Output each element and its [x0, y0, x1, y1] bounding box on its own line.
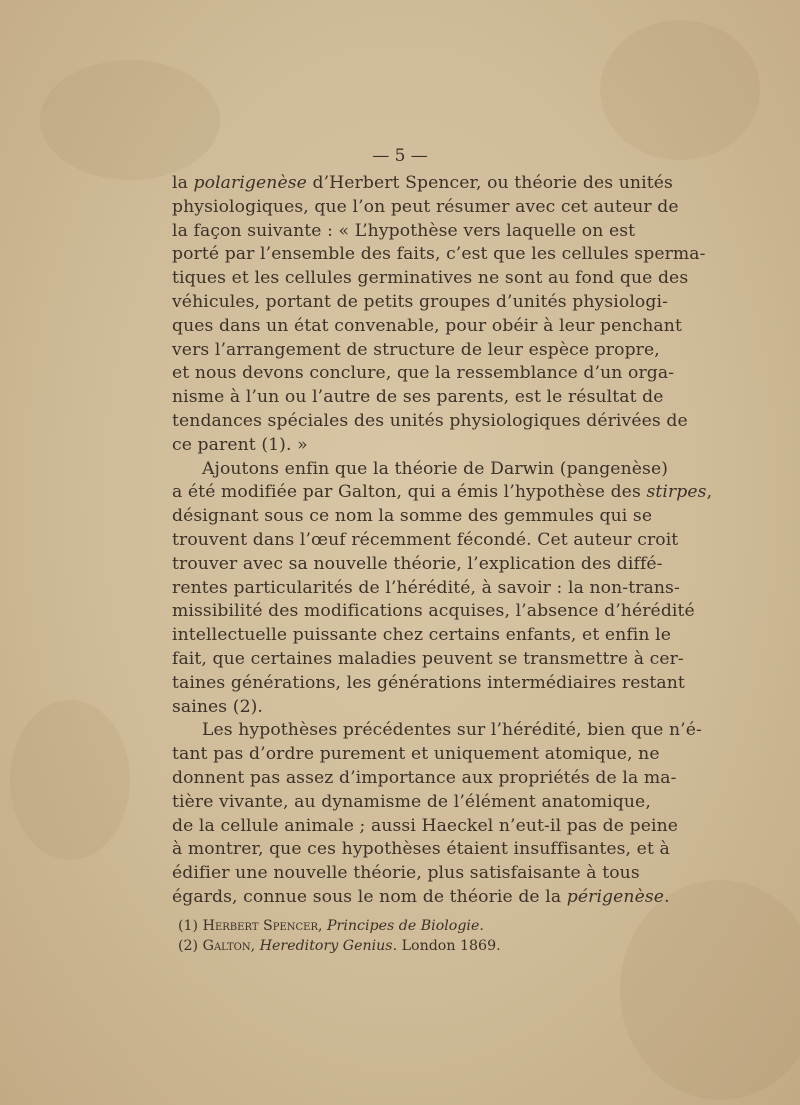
text-line: Ajoutons enfin que la théorie de Darwin (pangenèse) [202, 458, 669, 479]
text-line: édifier une nouvelle théorie, plus satisfaisante à tous [172, 863, 640, 884]
text-line: de la cellule animale ; aussi Haeckel n’eut-il pas de peine [172, 815, 679, 836]
text-line: la façon suivante : « L’hypothèse vers laquelle on est [172, 220, 636, 241]
paper-stain [10, 700, 130, 860]
text-line: ques dans un état convenable, pour obéir à leur penchant [172, 315, 682, 336]
text-line: nisme à l’un ou l’autre de ses parents, est le résultat de [172, 387, 664, 408]
text-line: et nous devons conclure, que la ressemblance d’un orga- [172, 363, 675, 384]
text-line: trouvent dans l’œuf récemment fécondé. Cet auteur croit [172, 529, 679, 550]
text-line: égards, connue sous le nom de théorie de la périgenèse. [172, 886, 670, 907]
paper-stain [620, 880, 800, 1100]
text-line: a été modifiée par Galton, qui a émis l’hypothèse des stirpes, [172, 482, 713, 503]
text-line: tiques et les cellules germinatives ne sont au fond que des [172, 268, 689, 289]
text-line: trouver avec sa nouvelle théorie, l’explication des diffé- [172, 553, 663, 574]
text-line: désignant sous ce nom la somme des gemmules qui se [172, 506, 653, 527]
text-line: rentes particularités de l’hérédité, à savoir : la non-trans- [172, 577, 680, 598]
body-text [172, 172, 713, 956]
text-line: physiologiques, que l’on peut résumer avec cet auteur de [172, 196, 679, 217]
text-line: tière vivante, au dynamisme de l’élément anatomique, [172, 791, 651, 812]
text-line: donnent pas assez d’importance aux propriétés de la ma- [172, 767, 677, 788]
text-line: fait, que certaines maladies peuvent se transmettre à cer- [172, 648, 684, 669]
paper-stain [600, 20, 760, 160]
text-line: missibilité des modifications acquises, l’absence d’hérédité [172, 601, 695, 622]
text-line: ce parent (1). » [172, 434, 308, 455]
text-line: saines (2). [172, 696, 263, 717]
text-line: intellectuelle puissante chez certains enfants, et enfin le [172, 625, 671, 646]
text-line: taines générations, les générations intermédiaires restant [172, 672, 685, 693]
text-line: porté par l’ensemble des faits, c’est que les cellules sperma- [172, 244, 706, 265]
text-line: véhicules, portant de petits groupes d’unités physiologi- [172, 291, 668, 312]
text-line: Les hypothèses précédentes sur l’hérédité, bien que n’é- [202, 720, 702, 741]
text-line: tendances spéciales des unités physiologiques dérivées de [172, 410, 688, 431]
text-line: la polarigenèse d’Herbert Spencer, ou théorie des unités [172, 173, 673, 193]
text-line: tant pas d’ordre purement et uniquement atomique, ne [172, 744, 660, 765]
text-line: vers l’arrangement de structure de leur espèce propre, [172, 339, 660, 360]
page-number: — 5 — [372, 146, 428, 166]
footnote: (1) Herbert Spencer, Principes de Biologie. [178, 917, 484, 934]
text-line: à montrer, que ces hypothèses étaient insuffisantes, et à [172, 839, 670, 860]
footnote: (2) Galton, Hereditory Genius. London 1869. [178, 937, 501, 954]
footnotes [172, 916, 624, 956]
